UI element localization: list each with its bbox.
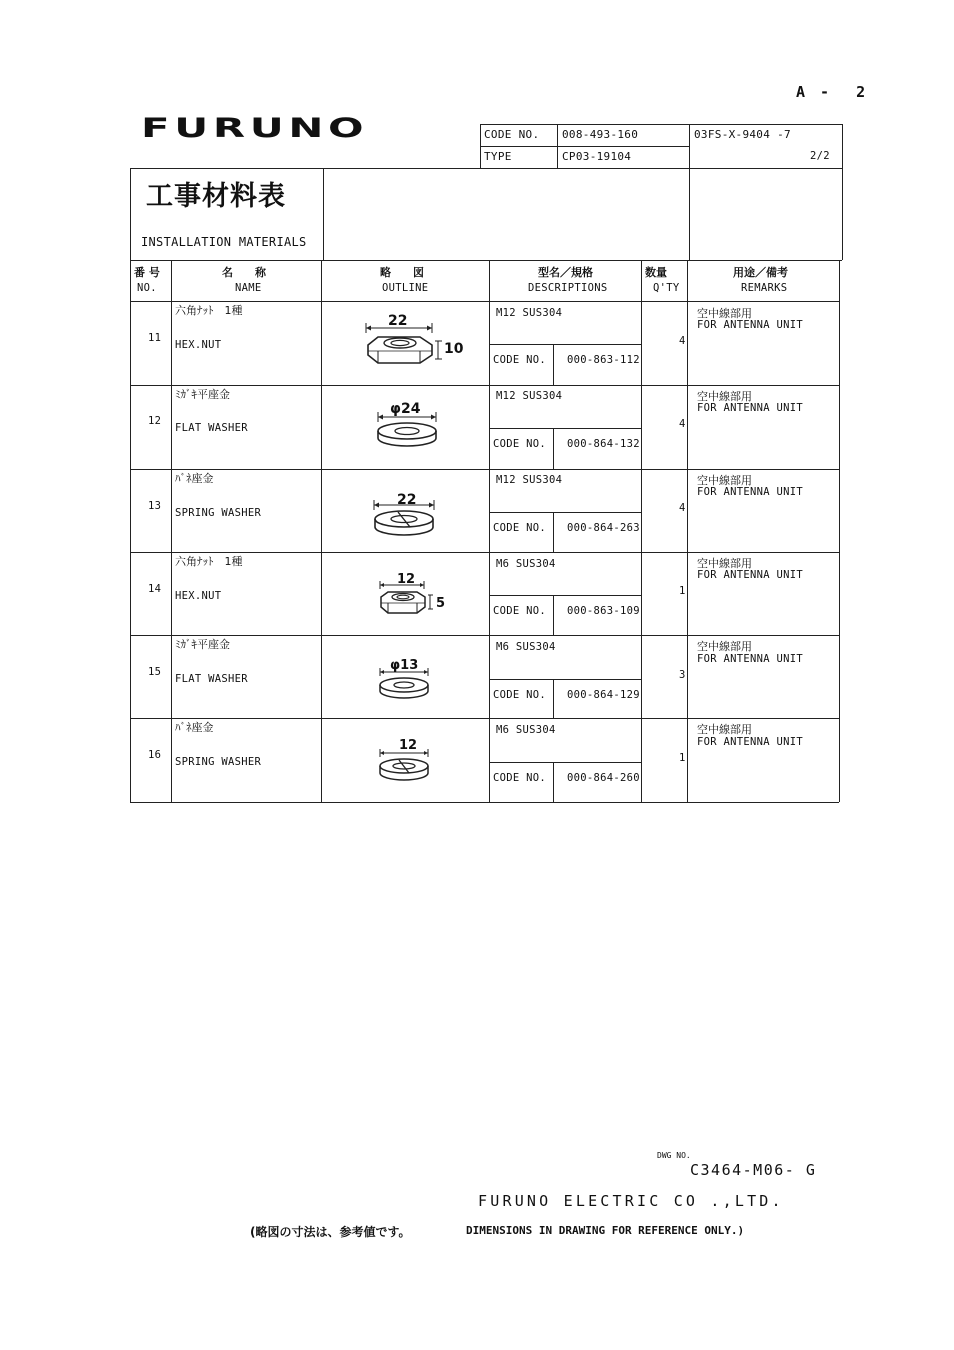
dimension-height: 10: [444, 341, 464, 357]
item-quantity: 4: [679, 502, 686, 514]
col-no-jp: 番 号: [134, 266, 160, 279]
code-no-label: CODE NO.: [484, 128, 540, 141]
page-label: A - 2: [796, 83, 869, 101]
dimension-diameter: φ24: [390, 401, 421, 417]
item-code: 000-864-260: [567, 772, 640, 784]
item-spec: M12 SUS304: [496, 474, 563, 486]
item-name-en: SPRING WASHER: [175, 756, 262, 768]
page-fraction: 2/2: [810, 150, 830, 162]
dimension-diameter: φ13: [390, 658, 419, 673]
item-spec: M12 SUS304: [496, 390, 563, 402]
item-name-jp: 六角ﾅｯﾄ 1種: [175, 304, 243, 317]
dimension-width: 12: [397, 572, 416, 587]
type-value: CP03-19104: [562, 150, 632, 163]
item-code: 000-864-263: [567, 522, 640, 534]
remarks-en: FOR ANTENNA UNIT: [697, 486, 803, 498]
col-desc-jp: 型名／規格: [538, 266, 593, 279]
col-remarks-en: REMARKS: [741, 282, 788, 294]
document-id: 03FS-X-9404 -7: [694, 128, 791, 141]
item-spec: M6 SUS304: [496, 724, 556, 736]
drawing-number: C3464-M06- G: [690, 1161, 817, 1179]
item-name-jp: ﾊﾞﾈ座金: [175, 721, 214, 734]
item-quantity: 4: [679, 418, 686, 430]
item-code: 000-864-129: [567, 689, 640, 701]
code-no-label: CODE NO.: [493, 522, 546, 534]
item-number: 12: [148, 415, 162, 427]
remarks-jp: 空中線部用: [697, 474, 752, 487]
remarks-jp: 空中線部用: [697, 557, 752, 570]
remarks-en: FOR ANTENNA UNIT: [697, 736, 803, 748]
remarks-jp: 空中線部用: [697, 723, 752, 736]
col-no-en: NO.: [137, 282, 157, 294]
item-code: 000-864-132: [567, 438, 640, 450]
dwg-no-label: DWG NO.: [657, 1151, 691, 1160]
item-number: 13: [148, 500, 162, 512]
item-code: 000-863-109: [567, 605, 640, 617]
remarks-en: FOR ANTENNA UNIT: [697, 653, 803, 665]
item-name-jp: ﾊﾞﾈ座金: [175, 472, 214, 485]
code-no-label: CODE NO.: [493, 438, 546, 450]
item-name-en: FLAT WASHER: [175, 422, 248, 434]
item-number: 15: [148, 666, 162, 678]
col-name-jp: 名 称: [222, 266, 266, 279]
item-quantity: 1: [679, 752, 686, 764]
remarks-jp: 空中線部用: [697, 640, 752, 653]
item-number: 16: [148, 749, 162, 761]
type-label: TYPE: [484, 150, 512, 163]
item-name-en: FLAT WASHER: [175, 673, 248, 685]
item-number: 14: [148, 583, 162, 595]
item-name-jp: ﾐｶﾞｷ平座金: [175, 638, 230, 651]
code-no-label: CODE NO.: [493, 772, 546, 784]
item-name-jp: ﾐｶﾞｷ平座金: [175, 388, 230, 401]
col-qty-jp: 数量: [645, 266, 667, 279]
remarks-en: FOR ANTENNA UNIT: [697, 402, 803, 414]
item-spec: M12 SUS304: [496, 307, 563, 319]
item-quantity: 1: [679, 585, 686, 597]
code-no-value: 008-493-160: [562, 128, 639, 141]
code-no-label: CODE NO.: [493, 354, 546, 366]
col-desc-en: DESCRIPTIONS: [528, 282, 608, 294]
col-outline-jp: 略 図: [380, 266, 424, 279]
reference-note-jp: (略図の寸法は、参考値です。: [250, 1225, 411, 1239]
code-no-label: CODE NO.: [493, 605, 546, 617]
item-name-en: HEX.NUT: [175, 339, 222, 351]
item-spec: M6 SUS304: [496, 641, 556, 653]
col-outline-en: OUTLINE: [382, 282, 429, 294]
remarks-jp: 空中線部用: [697, 390, 752, 403]
item-quantity: 3: [679, 669, 686, 681]
dimension-height: 5: [436, 596, 446, 611]
remarks-en: FOR ANTENNA UNIT: [697, 319, 803, 331]
furuno-logo: FURUNO: [141, 113, 369, 144]
item-spec: M6 SUS304: [496, 558, 556, 570]
reference-note-en: DIMENSIONS IN DRAWING FOR REFERENCE ONLY.): [466, 1224, 745, 1237]
title-english: INSTALLATION MATERIALS: [141, 235, 307, 249]
dimension-width: 22: [388, 313, 408, 329]
col-remarks-jp: 用途／備考: [733, 266, 788, 279]
item-name-jp: 六角ﾅｯﾄ 1種: [175, 555, 243, 568]
remarks-en: FOR ANTENNA UNIT: [697, 569, 803, 581]
dimension-width: 22: [397, 492, 417, 508]
title-japanese: 工事材料表: [146, 181, 286, 212]
dimension-width: 12: [399, 738, 418, 753]
item-name-en: SPRING WASHER: [175, 507, 262, 519]
company-name: FURUNO ELECTRIC CO .,LTD.: [478, 1192, 784, 1210]
item-number: 11: [148, 332, 162, 344]
col-qty-en: Q'TY: [653, 282, 680, 294]
item-name-en: HEX.NUT: [175, 590, 222, 602]
remarks-jp: 空中線部用: [697, 307, 752, 320]
col-name-en: NAME: [235, 282, 262, 294]
item-quantity: 4: [679, 335, 686, 347]
item-code: 000-863-112: [567, 354, 640, 366]
code-no-label: CODE NO.: [493, 689, 546, 701]
